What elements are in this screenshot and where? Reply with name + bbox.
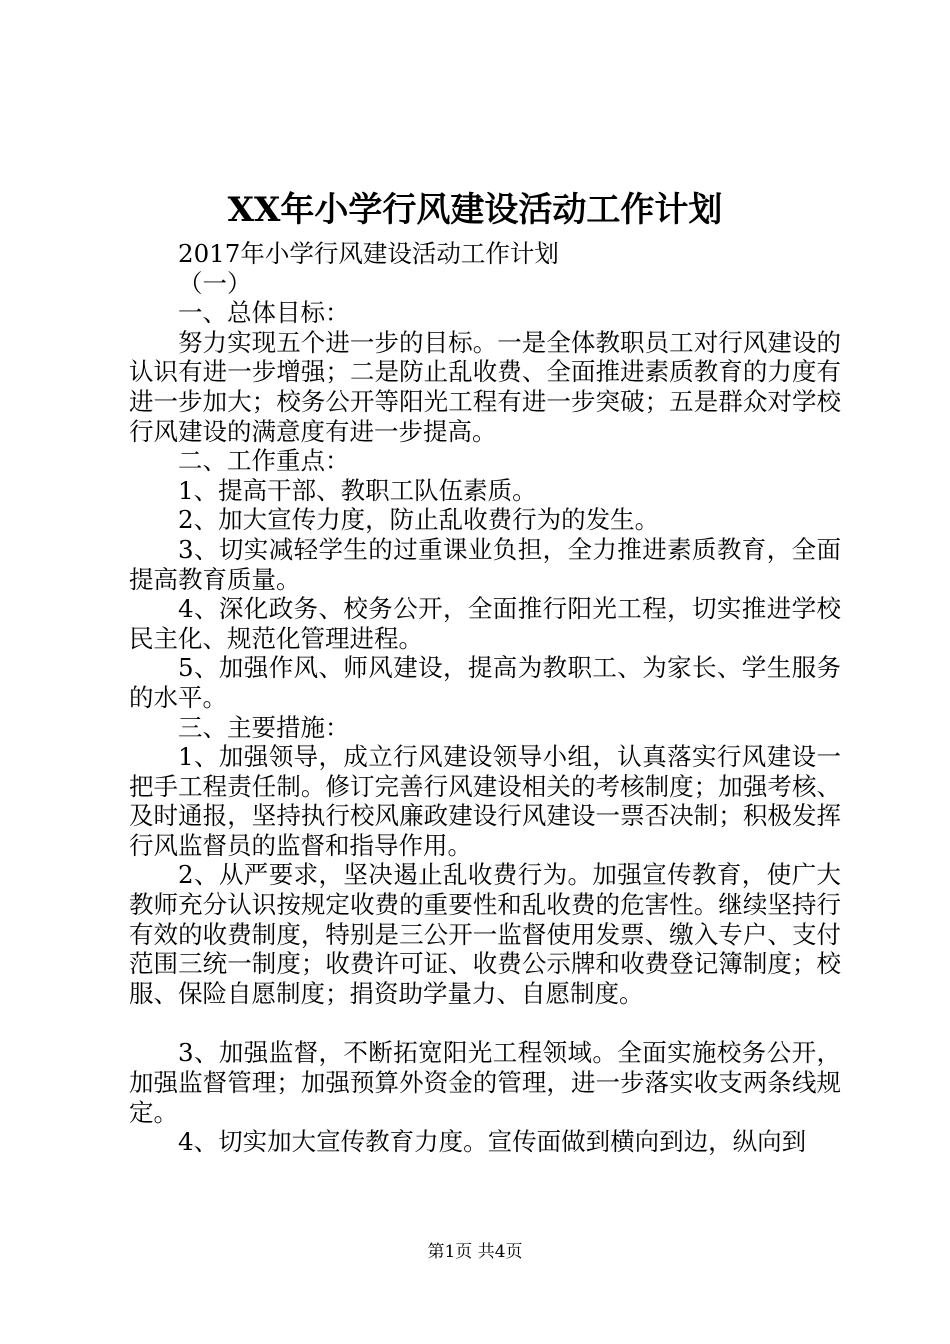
heading-work-focus: 二、工作重点： (178, 446, 350, 476)
paragraph-measure-4: 4、切实加大宣传教育力度。宣传面做到横向到边，纵向到 (178, 1127, 807, 1157)
paragraph-measure-1: 1、加强领导，成立行风建设领导小组，认真落实行风建设一把手工程责任制。修订完善行风建设相关的考核制度；加强考核、及时通报，坚持执行校风廉政建设行风建设一票否决制；积极发挥行风监督员的监督和指导作用。 (129, 742, 841, 860)
paragraph-focus-4: 4、深化政务、校务公开，全面推行阳光工程，切实推进学校民主化、规范化管理进程。 (129, 594, 841, 653)
paragraph-focus-2: 2、加大宣传力度，防止乱收费行为的发生。 (178, 505, 660, 535)
paragraph-measure-3: 3、加强监督，不断拓宽阳光工程领域。全面实施校务公开，加强监督管理；加强预算外资金的管理，进一步落实收支两条线规定。 (129, 1038, 841, 1127)
page-footer: 第1页 共4页 (427, 1242, 523, 1262)
heading-overall-goal: 一、总体目标： (178, 298, 350, 328)
paragraph-focus-5: 5、加强作风、师风建设，提高为教职工、为家长、学生服务的水平。 (129, 653, 841, 712)
document-body (129, 239, 841, 1157)
paragraph-subtitle: 2017年小学行风建设活动工作计划 (178, 239, 559, 268)
paragraph-overall-goal: 努力实现五个进一步的目标。一是全体教职员工对行风建设的认识有进一步增强；二是防止乱收费、全面推进素质教育的力度有进一步加大；校务公开等阳光工程有进一步突破；五是群众对学校行风建设的满意度有进一步提高。 (129, 327, 841, 446)
paragraph-focus-3: 3、切实减轻学生的过重课业负担，全力推进素质教育，全面提高教育质量。 (129, 534, 841, 594)
paragraph-section-number: （一） (178, 268, 252, 298)
paragraph-focus-1: 1、提高干部、教职工队伍素质。 (178, 475, 537, 505)
heading-main-measures: 三、主要措施： (178, 712, 350, 742)
document-title: XX年小学行风建设活动工作计划 (227, 190, 723, 230)
paragraph-measure-2: 2、从严要求，坚决遏止乱收费行为。加强宣传教育，使广大教师充分认识按规定收费的重要性和乱收费的危害性。继续坚持行有效的收费制度，特别是三公开一监督使用发票、缴入专户、支付范围三统一制度；收费许可证、收费公示牌和收费登记簿制度；校服、保险自愿制度；捐资助学量力、自愿制度。 (129, 860, 841, 1008)
